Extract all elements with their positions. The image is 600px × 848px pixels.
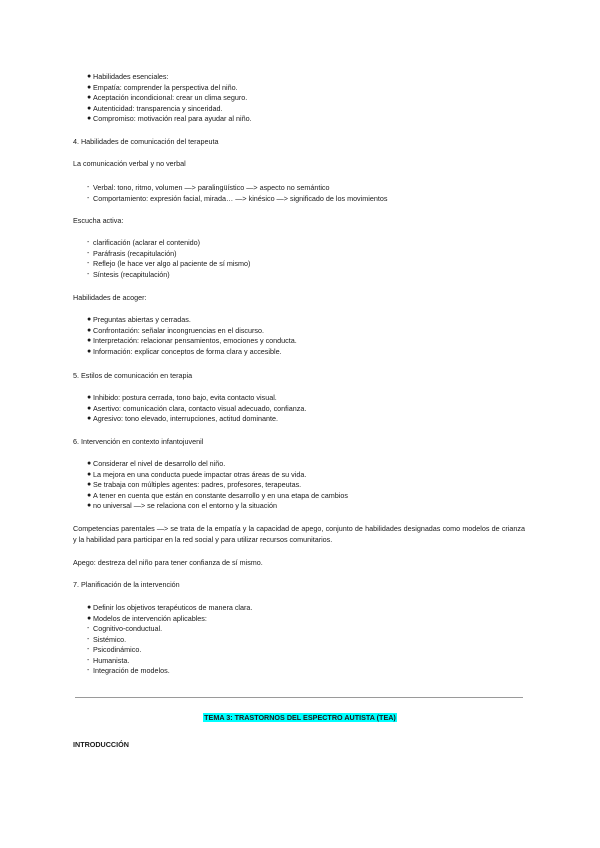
list-item: - Sistémico. xyxy=(87,634,127,644)
subheading: La comunicación verbal y no verbal xyxy=(73,159,186,168)
dash-icon: - xyxy=(87,270,90,278)
list-item: ● Inhibido: postura cerrada, tono bajo, evita contacto visual. xyxy=(87,393,277,402)
escucha-block xyxy=(73,238,533,280)
section5-block xyxy=(73,393,533,425)
dash-icon: - xyxy=(87,646,90,653)
dash-icon: - xyxy=(87,667,90,674)
list-item: ● Preguntas abiertas y cerradas. xyxy=(87,315,191,324)
list-item: ● Autenticidad: transparencia y sinceridad. xyxy=(87,103,223,113)
list-item: - Cognitivo-conductual. xyxy=(87,624,163,633)
dash-icon: - xyxy=(87,194,90,202)
bullet-icon: ● xyxy=(87,502,92,509)
escucha-heading-block xyxy=(73,216,533,227)
section-heading: 4. Habilidades de comunicación del terapeuta xyxy=(73,137,219,146)
list-item: - Paráfrasis (recapitulación) xyxy=(87,248,177,258)
horizontal-divider xyxy=(75,697,523,698)
subheading: Habilidades de acoger: xyxy=(73,293,147,302)
section5-list xyxy=(73,393,533,425)
acoger-heading-block xyxy=(73,293,533,304)
list-item: ● Considerar el nivel de desarrollo del niño. xyxy=(87,459,226,468)
section7-heading-block xyxy=(73,580,533,591)
dash-icon: - xyxy=(87,625,90,632)
tema-title-block xyxy=(0,713,600,723)
bullet-icon: ● xyxy=(87,94,92,101)
section4-subheading-block xyxy=(73,159,533,170)
verbal-block xyxy=(73,183,533,204)
bullet-icon: ● xyxy=(87,614,92,622)
competencias-block xyxy=(73,524,525,545)
bullet-icon: ● xyxy=(87,326,92,334)
list-item: - Verbal: tono, ritmo, volumen —> paralingüístico —> aspecto no semántico xyxy=(87,183,330,192)
list-item: ● Habilidades esenciales: xyxy=(87,72,169,81)
bullet-icon: ● xyxy=(87,415,92,422)
habilidades-esenciales-block xyxy=(73,72,533,125)
list-item: - Síntesis (recapitulación) xyxy=(87,269,170,279)
bullet-icon: ● xyxy=(87,73,92,80)
acoger-block xyxy=(73,315,533,357)
list-item: ● Asertivo: comunicación clara, contacto visual adecuado, confianza. xyxy=(87,403,307,413)
list-item: ● Confrontación: señalar incongruencias en el discurso. xyxy=(87,325,265,335)
section-heading: 7. Planificación de la intervención xyxy=(73,580,180,589)
bullet-icon: ● xyxy=(87,83,92,91)
bullet-icon: ● xyxy=(87,104,92,112)
bullet-icon: ● xyxy=(87,337,92,344)
competencias-paragraph: Competencias parentales —> se trata de la empatía y la capacidad de apego, conjunto de habilidades designadas como modelos de crianza y la habilidad para participar en la red social y para utilizar recursos comunitarios. xyxy=(73,524,525,544)
dash-icon: - xyxy=(87,184,90,191)
acoger-list xyxy=(73,315,533,357)
bullet-icon: ● xyxy=(87,404,92,412)
list-item: - Psicodinámico. xyxy=(87,645,142,654)
verbal-list xyxy=(73,183,533,204)
bullet-icon: ● xyxy=(87,316,92,323)
dash-icon: - xyxy=(87,249,90,257)
section-heading: 6. Intervención en contexto infantojuvenil xyxy=(73,437,204,446)
tema-title: TEMA 3: TRASTORNOS DEL ESPECTRO AUTISTA (TEA) xyxy=(204,713,396,722)
dash-icon: - xyxy=(87,239,90,246)
dash-icon: - xyxy=(87,635,90,643)
section6-heading-block xyxy=(73,437,533,448)
list-item: - Reflejo (le hace ver algo al paciente de sí mismo) xyxy=(87,259,251,268)
list-item: ● Compromiso: motivación real para ayudar al niño. xyxy=(87,114,252,123)
bullet-icon: ● xyxy=(87,470,92,478)
dash-icon: - xyxy=(87,656,90,664)
section7-block xyxy=(73,603,533,677)
introduccion-heading: INTRODUCCIÓN xyxy=(73,740,129,749)
list-item: ● Aceptación incondicional: crear un clima seguro. xyxy=(87,93,248,102)
bullet-icon: ● xyxy=(87,394,92,401)
section5-heading-block xyxy=(73,371,533,382)
list-item: - clarificación (aclarar el contenido) xyxy=(87,238,201,247)
list-item: - Integración de modelos. xyxy=(87,666,170,675)
apego-paragraph: Apego: destreza del niño para tener confianza de sí mismo. xyxy=(73,558,263,567)
escucha-list xyxy=(73,238,533,280)
dash-icon: - xyxy=(87,260,90,267)
list-item: ● La mejora en una conducta puede impactar otras áreas de su vida. xyxy=(87,469,307,479)
list-item: - Humanista. xyxy=(87,655,130,665)
list-item: ● Información: explicar conceptos de forma clara y accesible. xyxy=(87,346,282,356)
list-item: ● Agresivo: tono elevado, interrupciones, actitud dominante. xyxy=(87,414,278,423)
section4-heading-block xyxy=(73,137,533,148)
bullet-icon: ● xyxy=(87,481,92,488)
bullet-icon: ● xyxy=(87,115,92,122)
list-item: ● Empatía: comprender la perspectiva del niño. xyxy=(87,82,238,92)
section7-list xyxy=(73,603,533,677)
bullet-icon: ● xyxy=(87,347,92,355)
subheading: Escucha activa: xyxy=(73,216,124,225)
list-item: ● Se trabaja con múltiples agentes: padres, profesores, terapeutas. xyxy=(87,480,302,489)
list-item: ● Modelos de intervención aplicables: xyxy=(87,613,207,623)
habilidades-esenciales-list xyxy=(73,72,533,125)
list-item: ● no universal —> se relaciona con el entorno y la situación xyxy=(87,501,277,510)
bullet-icon: ● xyxy=(87,604,92,611)
list-item: ● A tener en cuenta que están en constante desarrollo y en una etapa de cambios xyxy=(87,490,348,500)
apego-block xyxy=(73,558,533,569)
bullet-icon: ● xyxy=(87,460,92,467)
list-item: - Comportamiento: expresión facial, mirada… —> kinésico —> significado de los movimientos xyxy=(87,193,388,203)
section6-block xyxy=(73,459,533,512)
section6-list xyxy=(73,459,533,512)
list-item: ● Interpretación: relacionar pensamientos, emociones y conducta. xyxy=(87,336,297,345)
list-item: ● Definir los objetivos terapéuticos de manera clara. xyxy=(87,603,253,612)
section-heading: 5. Estilos de comunicación en terapia xyxy=(73,371,193,380)
bullet-icon: ● xyxy=(87,491,92,499)
